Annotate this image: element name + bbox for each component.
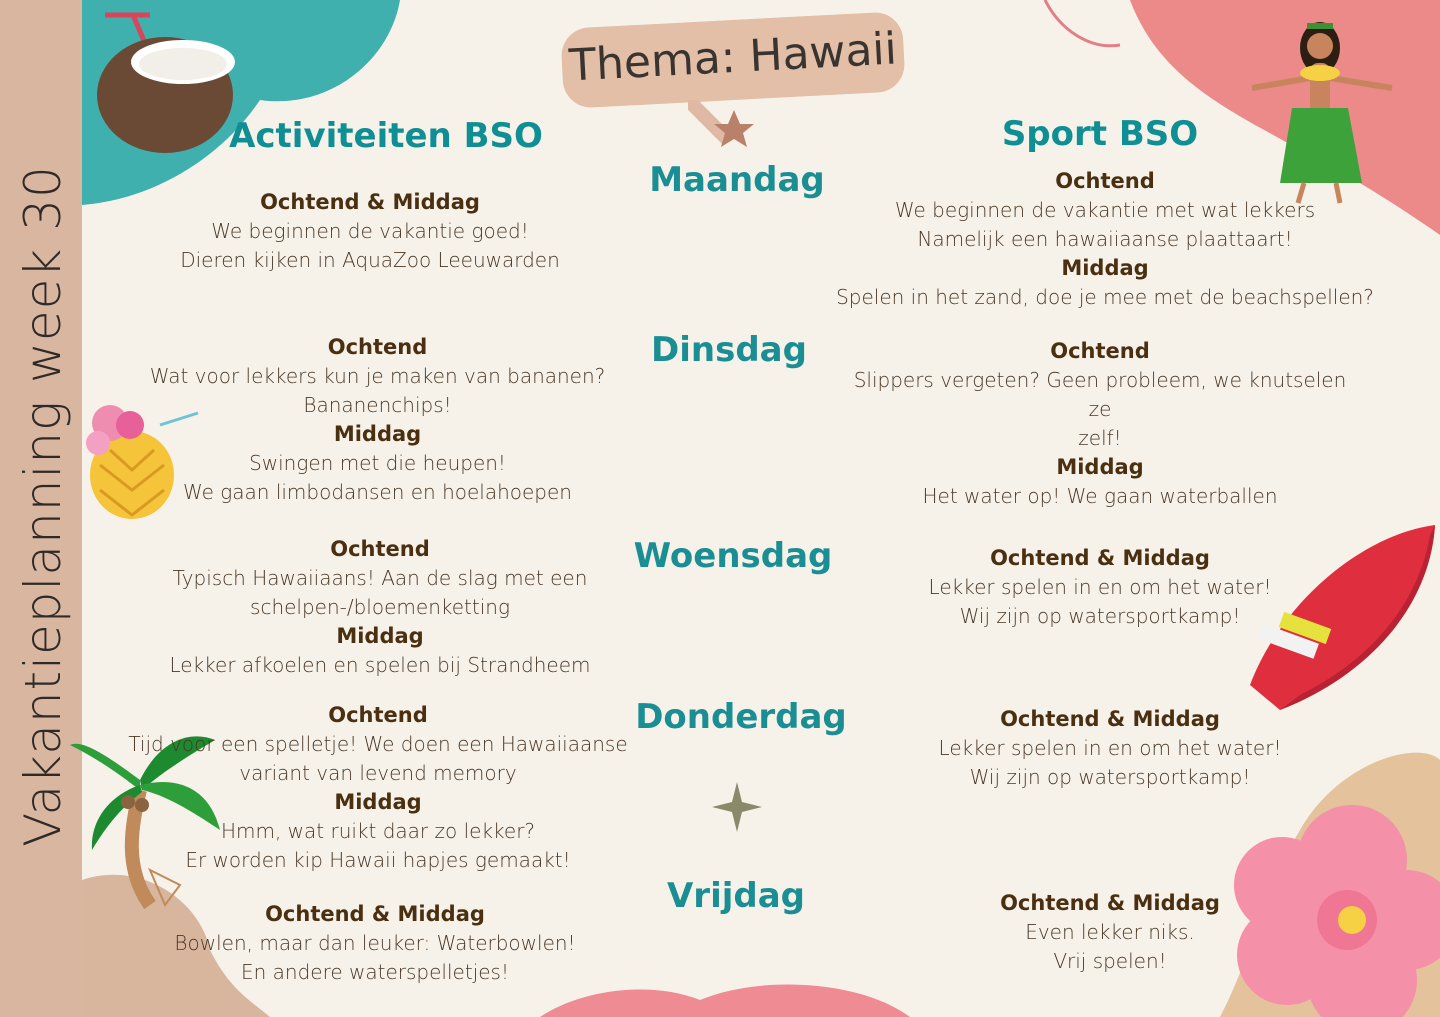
activity-wednesday	[145, 535, 615, 680]
activity-wednesday-title: Ochtend	[330, 537, 430, 561]
activity-thursday-line: variant van levend memory	[239, 761, 517, 785]
activity-monday-title: Ochtend & Middag	[260, 190, 480, 214]
sport-thursday-line: Lekker spelen in en om het water!	[938, 736, 1282, 760]
pink-blob-bottom	[540, 985, 910, 1017]
sport-monday-title: Middag	[1061, 256, 1149, 280]
day-tuesday: Dinsdag	[651, 330, 807, 370]
day-monday: Maandag	[649, 160, 825, 200]
activity-tuesday-line: Bananenchips!	[303, 393, 452, 417]
sport-wednesday-title: Ochtend & Middag	[990, 546, 1210, 570]
activity-wednesday-line: Lekker afkoelen en spelen bij Strandheem	[169, 653, 591, 677]
sport-friday-line: Vrij spelen!	[1053, 949, 1167, 973]
activity-monday-line: Dieren kijken in AquaZoo Leeuwarden	[180, 248, 560, 272]
activity-tuesday-title: Middag	[333, 422, 422, 446]
sport-thursday-line: Wij zijn op watersportkamp!	[969, 765, 1251, 789]
star-icon	[688, 100, 768, 160]
sport-wednesday	[900, 544, 1300, 631]
sport-friday-title: Ochtend & Middag	[1000, 891, 1220, 915]
sport-friday	[960, 889, 1260, 976]
sport-thursday-title: Ochtend & Middag	[1000, 707, 1220, 731]
activity-thursday-title: Ochtend	[328, 703, 428, 727]
sport-header: Sport BSO	[1001, 114, 1199, 154]
activity-friday	[155, 900, 595, 987]
activity-thursday-line: Er worden kip Hawaii hapjes gemaakt!	[185, 848, 571, 872]
activity-friday-line: En andere waterspelletjes!	[240, 960, 509, 984]
day-wednesday: Woensdag	[633, 536, 833, 576]
sport-monday	[835, 167, 1375, 312]
activity-thursday-line: Hmm, wat ruikt daar zo lekker?	[220, 819, 536, 843]
sport-wednesday-line: Lekker spelen in en om het water!	[928, 575, 1272, 599]
sport-tuesday-line: Het water op! We gaan waterballen	[922, 484, 1278, 508]
sport-monday-title: Ochtend	[1055, 169, 1155, 193]
sport-monday-line: Namelijk een hawaiiaanse plaattaart!	[917, 227, 1293, 251]
activity-tuesday-line: Wat voor lekkers kun je maken van bananen?	[149, 364, 606, 388]
sport-tuesday	[840, 337, 1360, 511]
activity-tuesday-line: Swingen met die heupen!	[249, 451, 506, 475]
pink-line	[1045, 0, 1120, 46]
sport-thursday	[910, 705, 1310, 792]
sport-monday-line: Spelen in het zand, doe je mee met de beachspellen?	[836, 285, 1374, 309]
sport-tuesday-line: zelf!	[1078, 426, 1122, 450]
theme-title: Thema: Hawaii	[567, 23, 899, 92]
activity-monday	[150, 188, 590, 275]
sport-monday-line: We beginnen de vakantie met wat lekkers	[894, 198, 1316, 222]
day-friday: Vrijdag	[666, 876, 805, 916]
activity-monday-line: We beginnen de vakantie goed!	[211, 219, 529, 243]
sport-tuesday-title: Middag	[1056, 455, 1144, 479]
activities-header: Activiteiten BSO	[229, 116, 543, 156]
sport-wednesday-line: Wij zijn op watersportkamp!	[959, 604, 1241, 628]
activity-friday-title: Ochtend & Middag	[265, 902, 485, 926]
day-thursday: Donderdag	[635, 697, 847, 737]
sport-friday-line: Even lekker niks.	[1025, 920, 1195, 944]
side-title: Vakantieplanning week 30	[14, 165, 72, 847]
activity-wednesday-line: Typisch Hawaiiaans! Aan de slag met een	[172, 566, 588, 590]
activity-tuesday	[135, 333, 620, 507]
sport-tuesday-title: Ochtend	[1050, 339, 1150, 363]
activity-wednesday-title: Middag	[336, 624, 424, 648]
sparkle-icon	[712, 782, 762, 832]
activity-tuesday-title: Ochtend	[327, 335, 428, 359]
activity-friday-line: Bowlen, maar dan leuker: Waterbowlen!	[174, 931, 576, 955]
activity-thursday-line: Tijd voor een spelletje! We doen een Hawaiiaanse	[128, 732, 628, 756]
activity-thursday-title: Middag	[334, 790, 422, 814]
activity-wednesday-line: schelpen-/bloemenketting	[250, 595, 510, 619]
sport-tuesday-line: Slippers vergeten? Geen probleem, we knutselen ze	[853, 368, 1347, 421]
activity-tuesday-line: We gaan limbodansen en hoelahoepen	[183, 480, 572, 504]
activity-thursday	[128, 701, 628, 875]
hibiscus-flower-icon	[1232, 800, 1440, 1017]
